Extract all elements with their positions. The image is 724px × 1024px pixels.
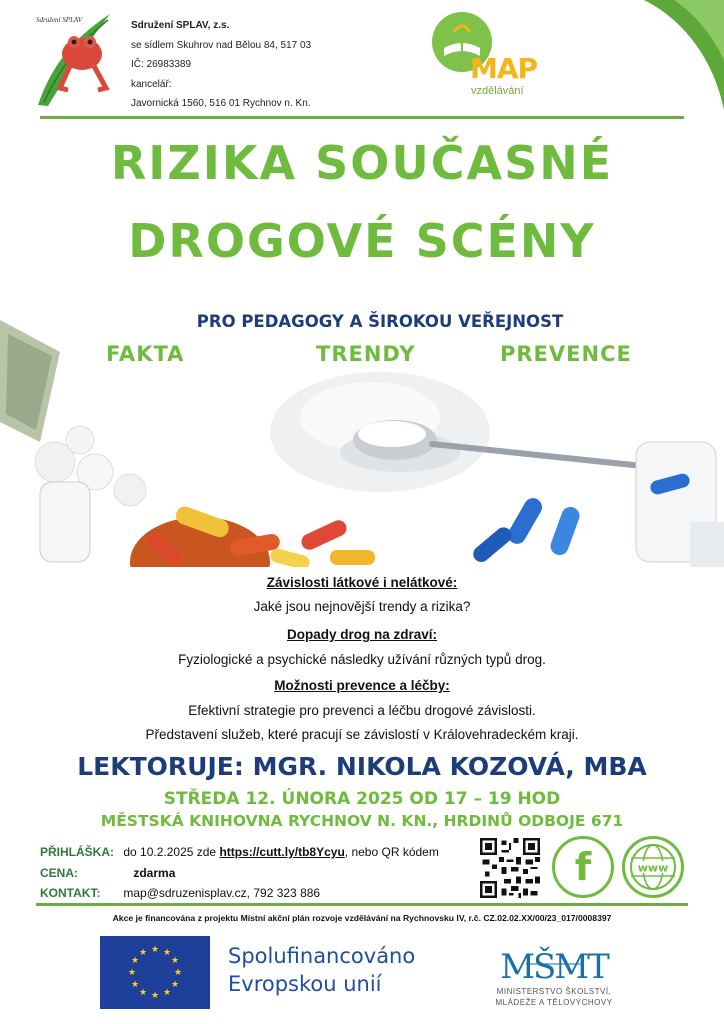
divider-top bbox=[40, 116, 684, 119]
keyword-fakta: FAKTA bbox=[106, 342, 185, 366]
org-name: Sdružení SPLAV, z.s. bbox=[131, 20, 230, 31]
eu-cofunded-line-1: Spolufinancováno bbox=[228, 944, 416, 968]
price-value: zdarma bbox=[133, 866, 176, 880]
signup-label: PŘIHLÁŠKA: bbox=[40, 845, 114, 859]
facebook-link[interactable] bbox=[552, 836, 614, 898]
map-logo-subtitle: vzdělávání bbox=[471, 85, 524, 97]
section-text: Fyziologické a psychické následky užívání různých typů drog. bbox=[178, 652, 546, 667]
svg-text:★: ★ bbox=[170, 980, 180, 990]
section-heading-health: Dopady drog na zdraví: bbox=[286, 627, 438, 642]
lecturer: LEKTORUJE: MGR. NIKOLA KOZOVÁ, MBA bbox=[77, 752, 647, 781]
funding-note: Akce je financována z projektu Místní akční plán rozvoje vzdělávání na Rychnovsku IV, r.č. CZ.02.02.XX/00/23_017/0008397 bbox=[112, 913, 612, 923]
header bbox=[0, 0, 724, 115]
svg-text:★: ★ bbox=[162, 948, 172, 958]
section-heading-prevention: Možnosti prevence a léčby: bbox=[274, 678, 450, 693]
signup-qr-note: , nebo QR kódem bbox=[344, 845, 439, 859]
section-text: Představení služeb, které pracují se závislostí v Královehradeckém kraji. bbox=[145, 727, 579, 742]
facebook-icon: f bbox=[574, 845, 592, 889]
svg-text:★: ★ bbox=[173, 968, 183, 978]
event-venue: MĚSTSKÁ KNIHOVNA RYCHNOV N. KN., HRDINŮ ODBOJE 671 bbox=[100, 812, 624, 830]
section-heading-addiction: Závislosti látkové i nelátkové: bbox=[266, 575, 458, 590]
eu-flag-icon bbox=[100, 936, 210, 1009]
title-line-1: RIZIKA SOUČASNÉ bbox=[110, 136, 614, 190]
divider-bottom bbox=[36, 903, 688, 906]
section-text: Efektivní strategie pro prevenci a léčbu drogové závislosti. bbox=[188, 703, 536, 718]
organization-address bbox=[131, 16, 311, 114]
keyword-prevence: PREVENCE bbox=[500, 342, 632, 366]
eu-cofunded-line-2: Evropskou unií bbox=[228, 972, 382, 996]
svg-text:★: ★ bbox=[130, 980, 140, 990]
frog-logo-caption: Sdružení SPLAV bbox=[36, 16, 83, 24]
globe-icon bbox=[627, 841, 679, 893]
map-logo-title: MAP bbox=[470, 52, 538, 85]
contact-value[interactable]: map@sdruzenisplav.cz, 792 323 886 bbox=[123, 886, 321, 900]
org-line: IČ: 26983389 bbox=[131, 59, 192, 70]
website-link[interactable] bbox=[622, 836, 684, 898]
keyword-trendy: TRENDY bbox=[316, 342, 416, 366]
contact-label: KONTAKT: bbox=[40, 886, 101, 900]
msmt-line-2: MLÁDEŽE A TĚLOVÝCHOVY bbox=[495, 998, 613, 1007]
qr-code[interactable] bbox=[480, 838, 540, 898]
svg-text:★: ★ bbox=[150, 991, 160, 1001]
msmt-line-1: MINISTERSTVO ŠKOLSTVÍ, bbox=[496, 987, 612, 996]
msmt-logo-mark: MŠMT bbox=[500, 947, 608, 987]
signup-link[interactable]: https://cutt.ly/tb8Ycyu bbox=[219, 845, 345, 859]
svg-text:★: ★ bbox=[127, 968, 137, 978]
signup-row bbox=[40, 845, 439, 859]
signup-deadline: do 10.2.2025 zde bbox=[123, 845, 217, 859]
svg-text:★: ★ bbox=[170, 956, 180, 966]
svg-text:★: ★ bbox=[150, 945, 160, 955]
website-icon-label: www bbox=[637, 861, 669, 875]
contact-row bbox=[40, 886, 320, 900]
svg-text:★: ★ bbox=[138, 948, 148, 958]
svg-text:★: ★ bbox=[138, 988, 148, 998]
event-date: STŘEDA 12. ÚNORA 2025 OD 17 – 19 HOD bbox=[163, 789, 561, 809]
price-row bbox=[40, 866, 175, 880]
price-label: CENA: bbox=[40, 866, 78, 880]
org-line: kancelář: bbox=[131, 78, 172, 90]
splav-frog-logo bbox=[30, 10, 122, 108]
org-line: Javornická 1560, 516 01 Rychnov n. Kn. bbox=[131, 98, 311, 109]
title-line-2: DROGOVÉ SCÉNY bbox=[128, 214, 596, 268]
section-text: Jaké jsou nejnovější trendy a rizika? bbox=[253, 599, 471, 614]
org-line: se sídlem Skuhrov nad Bělou 84, 517 03 bbox=[131, 39, 312, 51]
subtitle: PRO PEDAGOGY A ŠIROKOU VEŘEJNOST bbox=[196, 312, 564, 331]
svg-text:★: ★ bbox=[162, 988, 172, 998]
svg-text:★: ★ bbox=[130, 956, 140, 966]
